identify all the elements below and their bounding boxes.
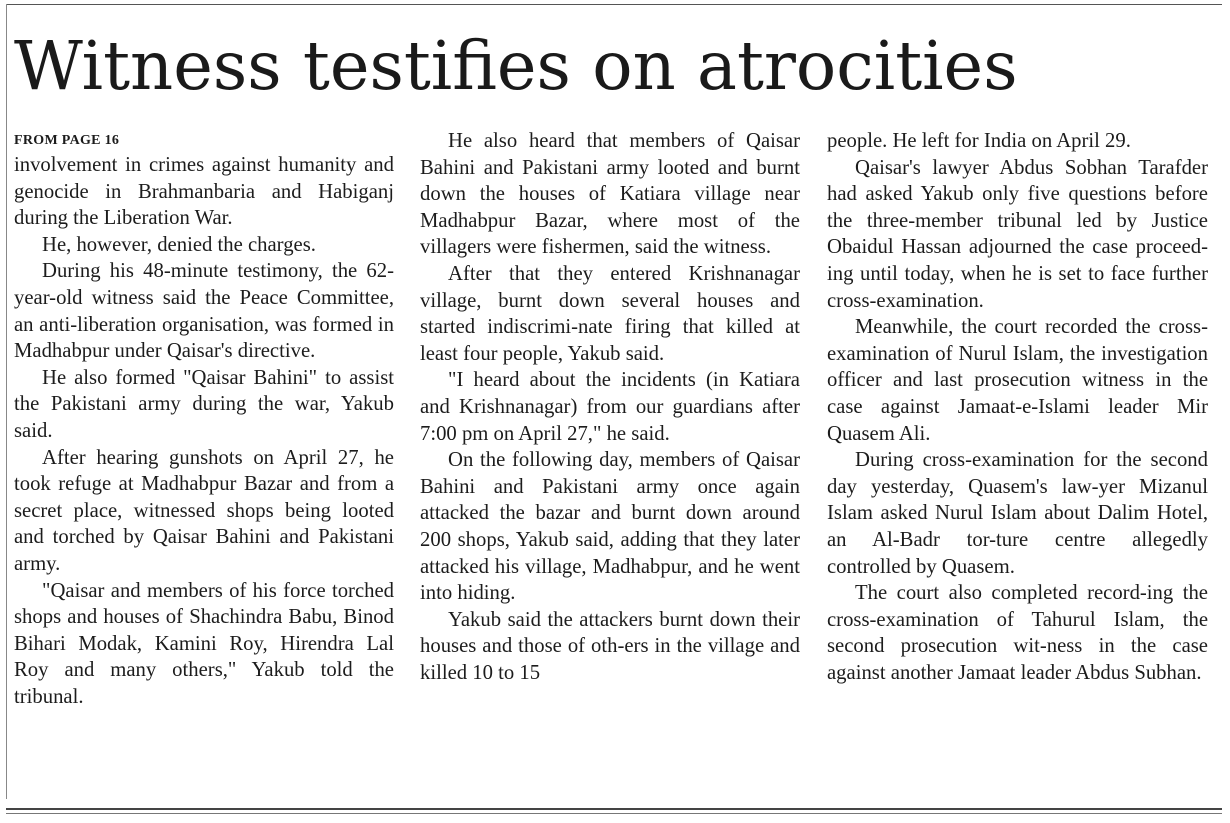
bottom-rule bbox=[6, 808, 1222, 810]
paragraph: The court also completed record-ing the cross-examination of Tahurul Islam, the second prosecution wit-ness in the case against another Jamaat leader Abdus Subhan. bbox=[827, 582, 1208, 684]
paragraph: He also heard that members of Qaisar Bahini and Pakistani army looted and burnt down the houses of Katiara village near Madhabpur Bazar, where most of the villagers were fishermen, said the witness. bbox=[420, 130, 800, 259]
paragraph: He also formed "Qaisar Bahini" to assist the Pakistani army during the war, Yakub said. bbox=[14, 366, 394, 442]
jump-line: FROM PAGE 16 bbox=[14, 133, 120, 148]
top-rule bbox=[6, 4, 1222, 5]
article-column-1 bbox=[14, 128, 394, 800]
paragraph: On the following day, members of Qaisar Bahini and Pakistani army once again attacked the bazar and burnt down around 200 shops, Yakub said, adding that they later attacked his village, Madhabpur, and he went into hiding. bbox=[420, 449, 800, 605]
paragraph: After that they entered Krishnanagar village, burnt down several houses and started indiscrimi-nate firing that killed at least four people, Yakub said. bbox=[420, 262, 800, 365]
article-column-3 bbox=[827, 128, 1208, 800]
paragraph: During cross-examination for the second day yesterday, Quasem's law-yer Mizanul Islam asked Nurul Islam about Dalim Hotel, an Al-Badr tor-ture centre allegedly controlled by Quasem. bbox=[827, 449, 1208, 578]
bottom-rule-thin bbox=[6, 813, 1222, 814]
left-rule bbox=[6, 4, 7, 799]
paragraph: During his 48-minute testimony, the 62-year-old witness said the Peace Committee, an anti-liberation organisation, was formed in Madhabpur under Qaisar's directive. bbox=[14, 260, 394, 363]
headline: Witness testifies on atrocities bbox=[14, 27, 1018, 105]
paragraph: "Qaisar and members of his force torched shops and houses of Shachindra Babu, Binod Bihari Modak, Kamini Roy, Hirendra Lal Roy and many others," Yakub told the tribunal. bbox=[14, 579, 394, 708]
paragraph: Yakub said the attackers burnt down their houses and those of oth-ers in the village and killed 10 to 15 bbox=[420, 608, 800, 684]
paragraph: Qaisar's lawyer Abdus Sobhan Tarafder had asked Yakub only five questions before the three-member tribunal led by Justice Obaidul Hassan adjourned the case proceed-ing until today, when he is set to face further cross-examination. bbox=[827, 156, 1208, 312]
paragraph: "I heard about the incidents (in Katiara and Krishnanagar) from our guardians after 7:00 pm on April 27," he said. bbox=[420, 369, 800, 445]
paragraph: people. He left for India on April 29. bbox=[827, 130, 1131, 152]
paragraph: He, however, denied the charges. bbox=[42, 233, 316, 256]
paragraph: involvement in crimes against humanity and genocide in Brahmanbaria and Habiganj during the Liberation War. bbox=[14, 154, 394, 230]
article-column-2 bbox=[420, 128, 800, 800]
paragraph: After hearing gunshots on April 27, he took refuge at Madhabpur Bazar and from a secret place, witnessed shops being looted and torched by Qaisar Bahini and Pakistani army. bbox=[14, 446, 394, 575]
paragraph: Meanwhile, the court recorded the cross-examination of Nurul Islam, the investigation officer and last prosecution witness in the case against Jamaat-e-Islami leader Mir Quasem Ali. bbox=[827, 316, 1208, 445]
